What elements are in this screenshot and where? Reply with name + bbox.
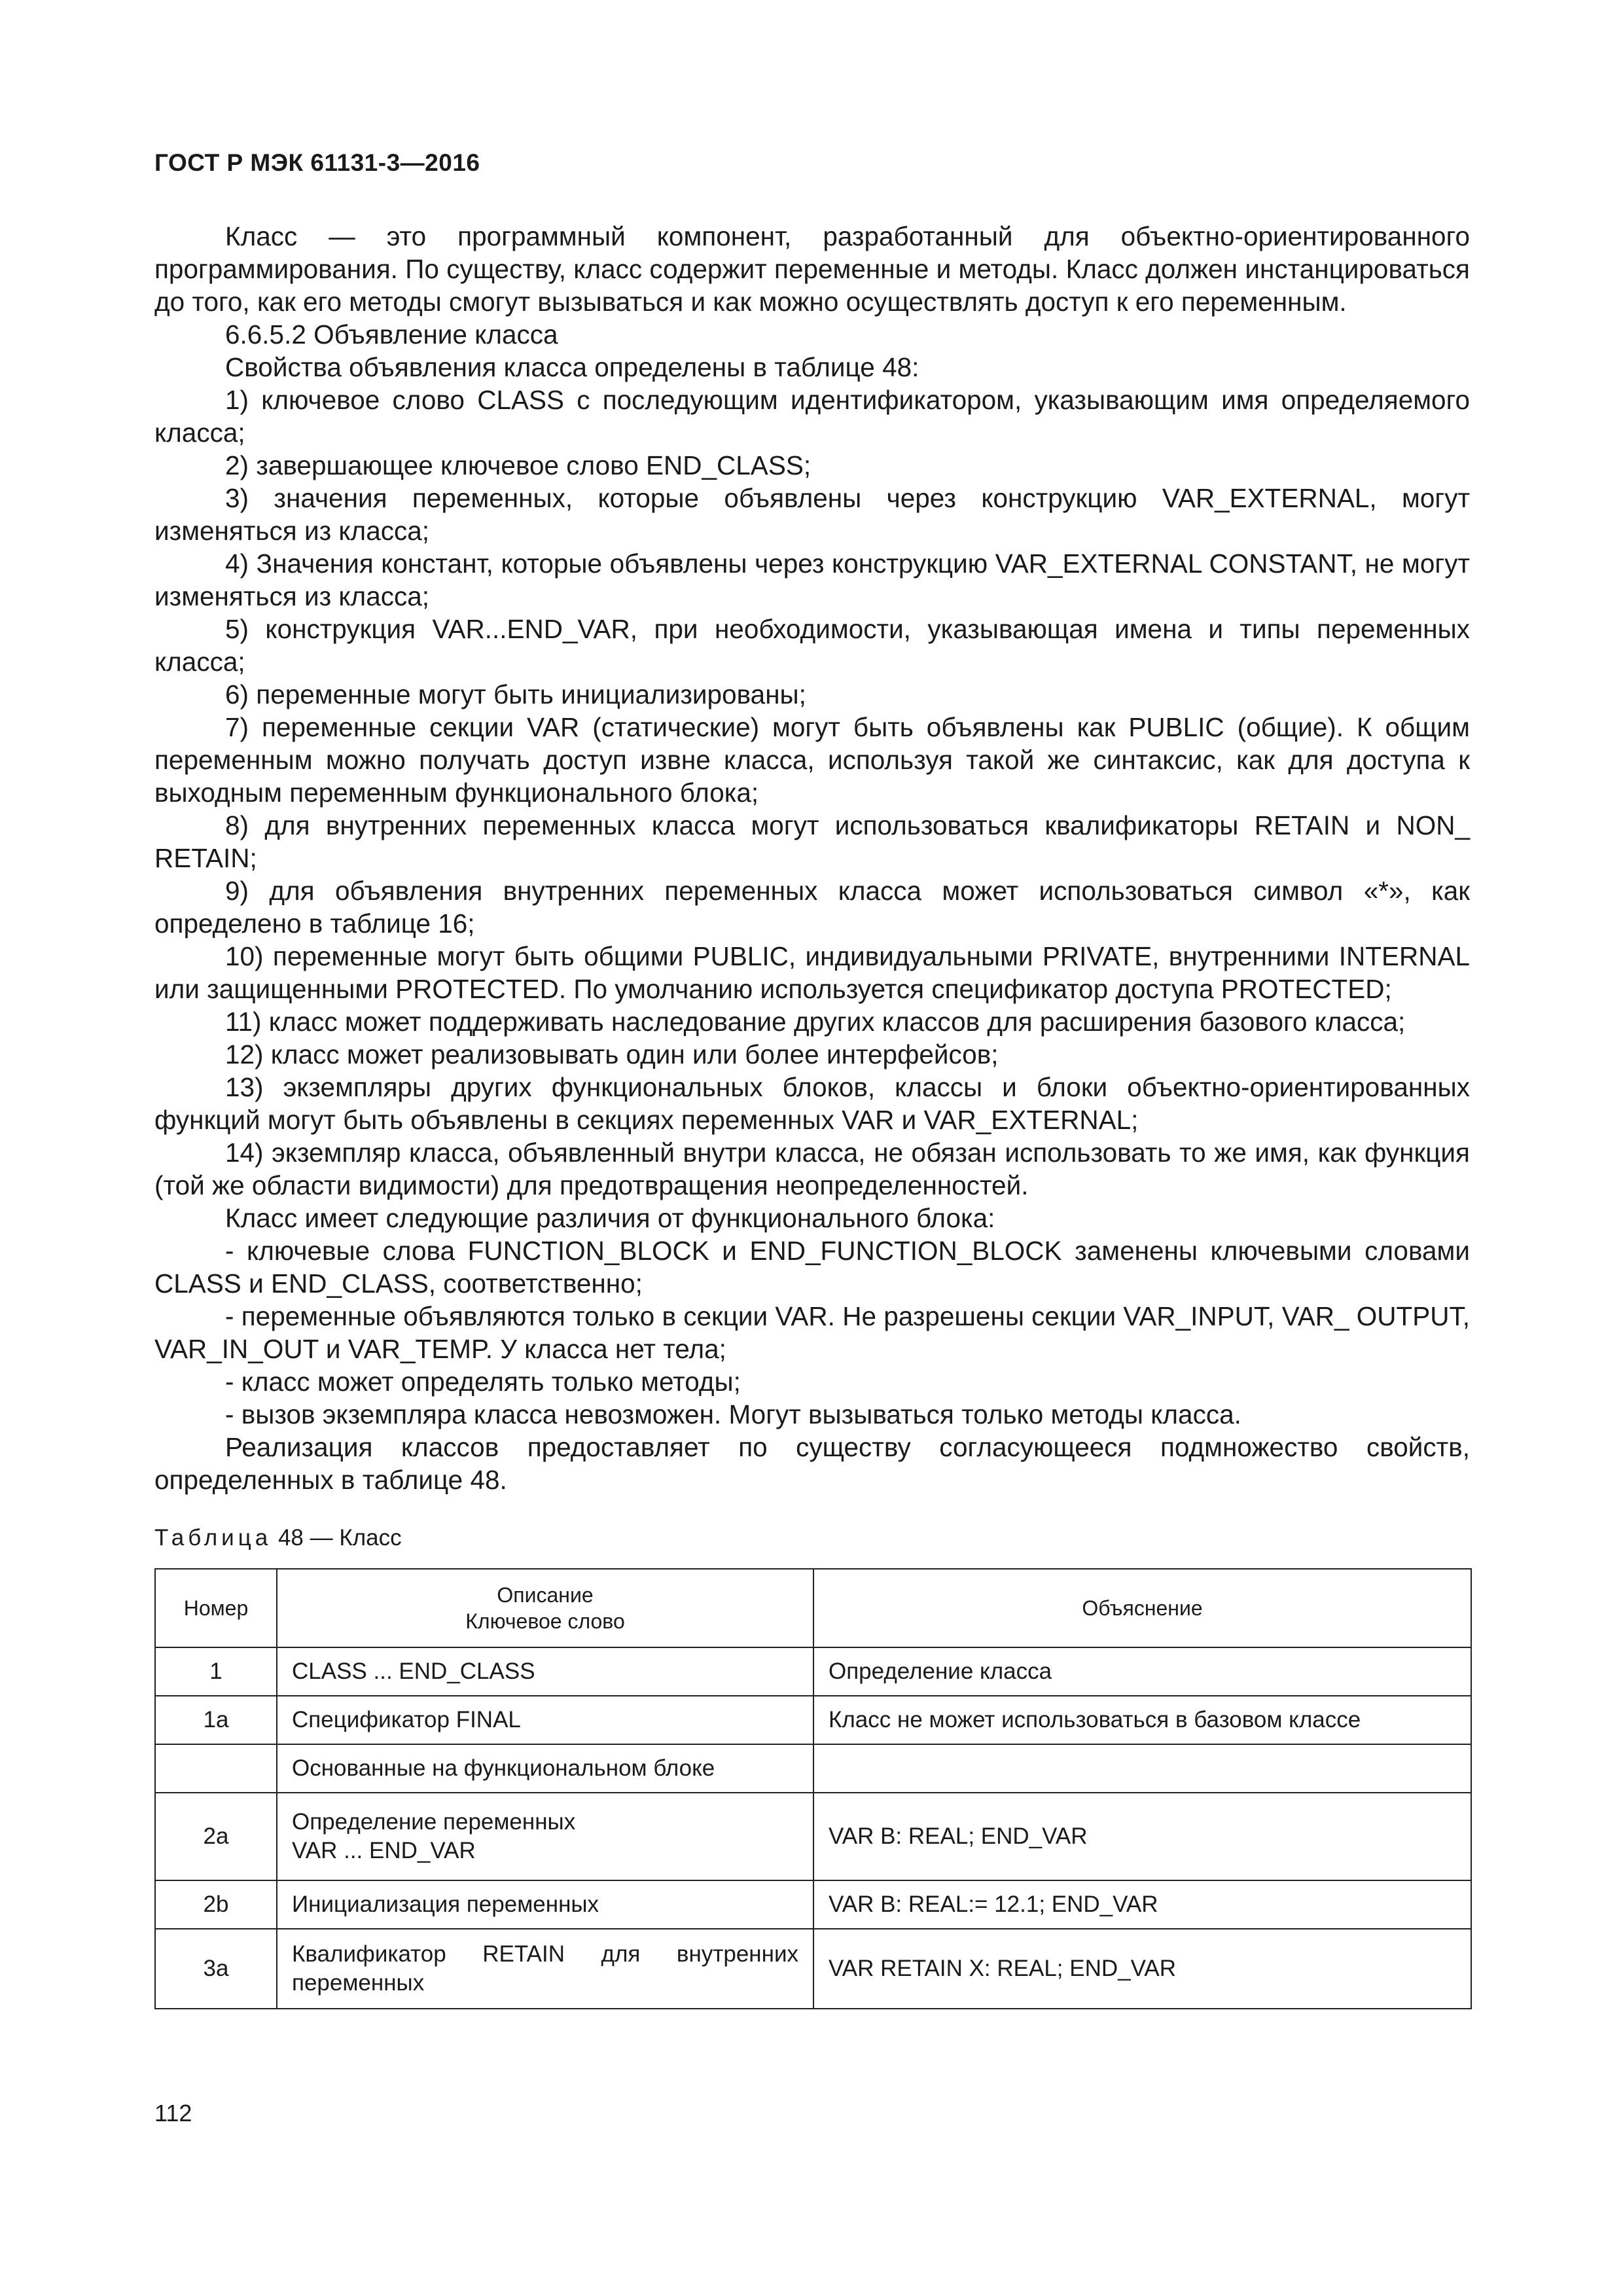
cell-description: Инициализация переменных: [277, 1880, 813, 1929]
dash-item: - класс может определять только методы;: [225, 1367, 741, 1397]
cell-description: Основанные на функциональном блоке: [277, 1744, 813, 1793]
table-row: [155, 1929, 1471, 2009]
cell-description-line2: VAR ... END_VAR: [292, 1838, 476, 1863]
paragraph: Свойства объявления класса определены в таблице 48:: [225, 352, 919, 382]
cell-number: [155, 1744, 277, 1793]
cell-explanation: VAR RETAIN X: REAL; END_VAR: [813, 1929, 1471, 2009]
section-heading: 6.6.5.2 Объявление класса: [225, 319, 558, 350]
list-item: 7) переменные секции VAR (статические) могут быть объявлены как PUBLIC (общие). К общим переменным можно получать доступ извне класса, используя такой же синтаксис, как для доступа к выходным переменным функционального блока;: [154, 712, 1470, 808]
list-item: 5) конструкция VAR...END_VAR, при необходимости, указывающая имена и типы переменных класса;: [154, 614, 1470, 677]
header-description-line1: Описание: [497, 1583, 594, 1607]
cell-description: [277, 1793, 813, 1880]
table-row: [155, 1793, 1471, 1880]
list-item: 6) переменные могут быть инициализированы;: [225, 679, 806, 709]
cell-description-line1: Определение переменных: [292, 1809, 576, 1835]
document-header: ГОСТ Р МЭК 61131-3—2016: [154, 149, 480, 176]
table-caption: [154, 1524, 402, 1552]
cell-explanation: VAR B: REAL; END_VAR: [813, 1793, 1471, 1880]
cell-number: 2a: [155, 1793, 277, 1880]
list-item: 4) Значения констант, которые объявлены через конструкцию VAR_EXTERNAL CONSTANT, не могут изменяться из класса;: [154, 548, 1470, 611]
cell-explanation: VAR B: REAL:= 12.1; END_VAR: [813, 1880, 1471, 1929]
list-item: 11) класс может поддерживать наследование других классов для расширения базового класса;: [225, 1007, 1406, 1037]
paragraph: Класс имеет следующие различия от функционального блока:: [225, 1203, 995, 1233]
list-item: 9) для объявления внутренних переменных класса может использоваться символ «*», как определено в таблице 16;: [154, 876, 1470, 939]
table-caption-label: Таблица: [154, 1525, 272, 1551]
cell-number: 1: [155, 1647, 277, 1696]
header-description-line2: Ключевое слово: [465, 1609, 625, 1633]
list-item: 12) класс может реализовывать один или более интерфейсов;: [225, 1039, 999, 1069]
list-item: 8) для внутренних переменных класса могут использоваться квалификаторы RETAIN и NON_ RETAIN;: [154, 810, 1470, 873]
body-text: [154, 220, 1470, 1496]
paragraph: Класс — это программный компонент, разработанный для объектно-ориентированного программирования. По существу, класс содержит переменные и методы. Класс должен инстанцироваться до того, как его методы смогут вызываться и как можно осуществлять доступ к его переменным.: [154, 221, 1470, 317]
class-table: [154, 1568, 1472, 2009]
list-item: 1) ключевое слово CLASS с последующим идентификатором, указывающим имя определяемого класса;: [154, 385, 1470, 448]
cell-number: 3a: [155, 1929, 277, 2009]
table-row: [155, 1647, 1471, 1696]
list-item: 14) экземпляр класса, объявленный внутри класса, не обязан использовать то же имя, как функция (той же области видимости) для предотвращения неопределенностей.: [154, 1138, 1470, 1200]
table-header-row: [155, 1569, 1471, 1647]
list-item: 2) завершающее ключевое слово END_CLASS;: [225, 450, 812, 480]
table-caption-title: 48 — Класс: [277, 1525, 402, 1551]
header-number: Номер: [155, 1569, 277, 1647]
cell-number: 2b: [155, 1880, 277, 1929]
cell-explanation: [813, 1744, 1471, 1793]
dash-item: - ключевые слова FUNCTION_BLOCK и END_FUNCTION_BLOCK заменены ключевыми словами CLASS и END_CLASS, соответственно;: [154, 1236, 1470, 1299]
list-item: 10) переменные могут быть общими PUBLIC, индивидуальными PRIVATE, внутренними INTERNAL или защищенными PROTECTED. По умолчанию используется спецификатор доступа PROTECTED;: [154, 941, 1470, 1004]
table-row: [155, 1880, 1471, 1929]
cell-explanation: Класс не может использоваться в базовом классе: [813, 1696, 1471, 1744]
cell-number: 1a: [155, 1696, 277, 1744]
cell-description: CLASS ... END_CLASS: [277, 1647, 813, 1696]
dash-item: - вызов экземпляра класса невозможен. Могут вызываться только методы класса.: [225, 1399, 1241, 1429]
cell-description: Спецификатор FINAL: [277, 1696, 813, 1744]
list-item: 3) значения переменных, которые объявлены через конструкцию VAR_EXTERNAL, могут изменяться из класса;: [154, 483, 1470, 546]
header-description: [277, 1569, 813, 1647]
cell-description: Квалификатор RETAIN для внутренних переменных: [277, 1929, 813, 2009]
dash-item: - переменные объявляются только в секции VAR. Не разрешены секции VAR_INPUT, VAR_ OUTPUT, VAR_IN_OUT и VAR_TEMP. У класса нет тела;: [154, 1301, 1470, 1364]
cell-explanation: Определение класса: [813, 1647, 1471, 1696]
list-item: 13) экземпляры других функциональных блоков, классы и блоки объектно-ориентированных функций могут быть объявлены в секциях переменных VAR и VAR_EXTERNAL;: [154, 1072, 1470, 1135]
table-row: [155, 1696, 1471, 1744]
table-row: [155, 1744, 1471, 1793]
page-number: 112: [154, 2100, 192, 2126]
paragraph: Реализация классов предоставляет по существу согласующееся подмножество свойств, определенных в таблице 48.: [154, 1432, 1470, 1495]
header-explanation: Объяснение: [813, 1569, 1471, 1647]
table-container: [154, 1568, 1471, 2009]
